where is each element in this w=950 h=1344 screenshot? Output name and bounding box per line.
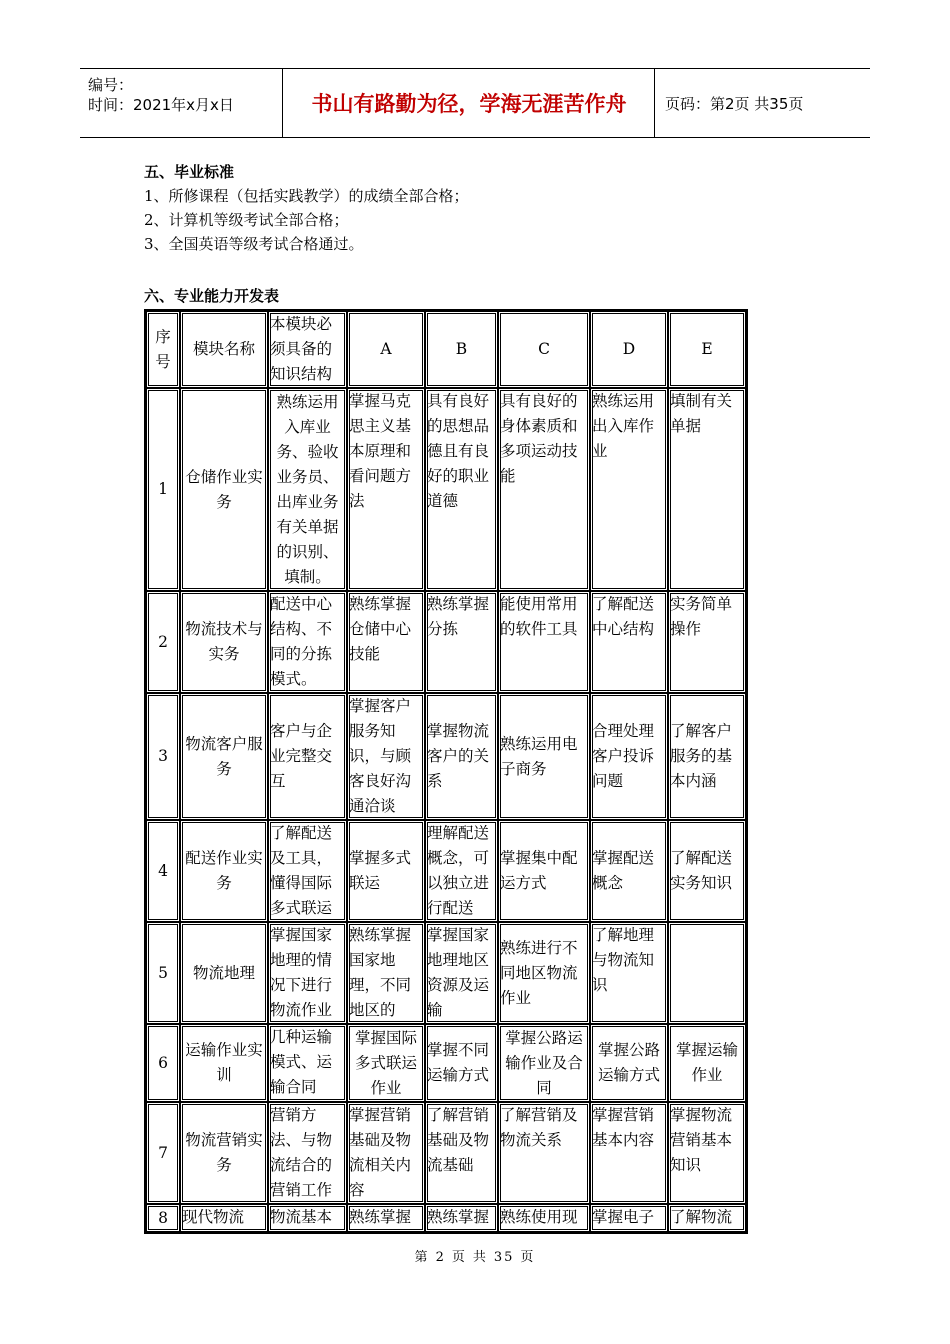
footer-part: 页 (451, 1250, 467, 1265)
table-cell: 具有良好的思想品德且有良好的职业道德 (425, 388, 498, 591)
table-header-row (146, 311, 746, 388)
table-cell: 熟练掌握 (425, 1204, 498, 1232)
page-header (80, 68, 870, 138)
table-cell: 掌握国家地理的情况下进行物流作业 (268, 922, 347, 1024)
table-cell: 了解配送及工具，懂得国际多式联运 (268, 820, 347, 922)
table-cell: 熟练使用现 (498, 1204, 590, 1232)
footer-part: 页 (520, 1250, 536, 1265)
table-row (146, 820, 746, 922)
table-cell: 熟练掌握 (347, 1204, 425, 1232)
table-cell: 熟练掌握仓储中心技能 (347, 591, 425, 693)
table-cell (668, 922, 746, 1024)
row-number-cell: 4 (146, 820, 180, 922)
table-cell: 掌握营销基本内容 (590, 1102, 668, 1204)
table-cell: 掌握电子 (590, 1204, 668, 1232)
table-cell: 掌握物流营销基本知识 (668, 1102, 746, 1204)
table-header-cell: 模块名称 (180, 311, 268, 388)
table-cell: 熟练进行不同地区物流作业 (498, 922, 590, 1024)
header-motto: 书山有路勤为径，学海无涯苦作舟 (284, 69, 655, 137)
table-cell: 能使用常用的软件工具 (498, 591, 590, 693)
table-header-cell: B (425, 311, 498, 388)
module-name-cell: 运输作业实训 (180, 1024, 268, 1102)
footer-part: 第 (414, 1250, 430, 1265)
table-cell: 了解配送中心结构 (590, 591, 668, 693)
module-name-cell: 物流技术与实务 (180, 591, 268, 693)
table-row (146, 1024, 746, 1102)
page-footer (0, 1246, 950, 1265)
header-meta (80, 69, 283, 137)
table-cell: 掌握公路运输作业及合同 (498, 1024, 590, 1102)
table-cell: 掌握国际多式联运作业 (347, 1024, 425, 1102)
table-row (146, 388, 746, 591)
table-cell: 合理处理客户投诉问题 (590, 693, 668, 820)
row-number-cell: 2 (146, 591, 180, 693)
table-cell: 了解配送实务知识 (668, 820, 746, 922)
graduation-section (144, 160, 469, 256)
table-cell: 掌握集中配运方式 (498, 820, 590, 922)
table-cell: 营销方法、与物流结合的营销工作 (268, 1102, 347, 1204)
row-number-cell: 8 (146, 1204, 180, 1232)
table-row (146, 1102, 746, 1204)
footer-part: 2 (435, 1250, 446, 1265)
module-name-cell: 配送作业实务 (180, 820, 268, 922)
module-name-cell: 现代物流 (180, 1204, 268, 1232)
table-cell: 理解配送概念，可以独立进行配送 (425, 820, 498, 922)
table-cell: 掌握国家地理地区资源及运输 (425, 922, 498, 1024)
table-cell: 实务简单操作 (668, 591, 746, 693)
table-cell: 掌握公路运输方式 (590, 1024, 668, 1102)
table-header-cell: D (590, 311, 668, 388)
row-number-cell: 1 (146, 388, 180, 591)
table-cell: 掌握客户服务知识，与顾客良好沟通洽谈 (347, 693, 425, 820)
module-name-cell: 物流地理 (180, 922, 268, 1024)
table-cell: 熟练运用电子商务 (498, 693, 590, 820)
table-cell: 掌握物流客户的关系 (425, 693, 498, 820)
table-cell: 物流基本 (268, 1204, 347, 1232)
table-cell: 几种运输模式、运输合同 (268, 1024, 347, 1102)
row-number-cell: 7 (146, 1102, 180, 1204)
time-label: 时间：2021年x月x日 (88, 96, 234, 114)
table-header-cell: A (347, 311, 425, 388)
ability-section-heading (144, 284, 279, 308)
table-cell: 了解物流 (668, 1204, 746, 1232)
module-name-cell: 物流客户服务 (180, 693, 268, 820)
table-header-cell: E (668, 311, 746, 388)
table-row (146, 693, 746, 820)
table-cell: 配送中心结构、不同的分拣模式。 (268, 591, 347, 693)
module-name-cell: 物流营销实务 (180, 1102, 268, 1204)
number-label: 编号： (88, 76, 134, 94)
table-header-cell: C (498, 311, 590, 388)
table-header-cell: 本模块必须具备的知识结构 (268, 311, 347, 388)
table-row (146, 1204, 746, 1232)
table-cell: 了解地理与物流知识 (590, 922, 668, 1024)
table-cell: 掌握配送概念 (590, 820, 668, 922)
table-cell: 了解客户服务的基本内涵 (668, 693, 746, 820)
table-cell: 掌握马克思主义基本原理和看问题方法 (347, 388, 425, 591)
table-cell: 了解营销及物流关系 (498, 1102, 590, 1204)
graduation-item-1: 1、所修课程（包括实践教学）的成绩全部合格； (144, 187, 469, 205)
row-number-cell: 5 (146, 922, 180, 1024)
table-cell: 客户与企业完整交互 (268, 693, 347, 820)
table-row (146, 922, 746, 1024)
table-cell: 熟练掌握国家地理，不同地区的 (347, 922, 425, 1024)
table-cell: 熟练运用出入库作业 (590, 388, 668, 591)
table-cell: 熟练掌握分拣 (425, 591, 498, 693)
table-cell: 掌握多式联运 (347, 820, 425, 922)
table-cell: 掌握不同运输方式 (425, 1024, 498, 1102)
row-number-cell: 3 (146, 693, 180, 820)
table-cell: 填制有关单据 (668, 388, 746, 591)
row-number-cell: 6 (146, 1024, 180, 1102)
graduation-item-3: 3、全国英语等级考试合格通过。 (144, 235, 364, 253)
ability-table (144, 309, 748, 1234)
table-row (146, 591, 746, 693)
table-cell: 了解营销基础及物流基础 (425, 1102, 498, 1204)
table-cell: 掌握运输作业 (668, 1024, 746, 1102)
table-cell: 熟练运用入库业务、验收业务员、出库业务有关单据的识别、填制。 (268, 388, 347, 591)
ability-title: 六、专业能力开发表 (144, 287, 280, 305)
table-header-cell: 序号 (146, 311, 180, 388)
graduation-item-2: 2、计算机等级考试全部合格； (144, 211, 349, 229)
table-cell: 掌握营销基础及物流相关内容 (347, 1102, 425, 1204)
footer-part: 35 (493, 1250, 515, 1265)
graduation-title: 五、毕业标准 (144, 163, 235, 181)
footer-part: 共 (472, 1250, 488, 1265)
header-page-label: 页码：第2页 共35页 (665, 94, 804, 113)
table-cell: 具有良好的身体素质和多项运动技能 (498, 388, 590, 591)
module-name-cell: 仓储作业实务 (180, 388, 268, 591)
